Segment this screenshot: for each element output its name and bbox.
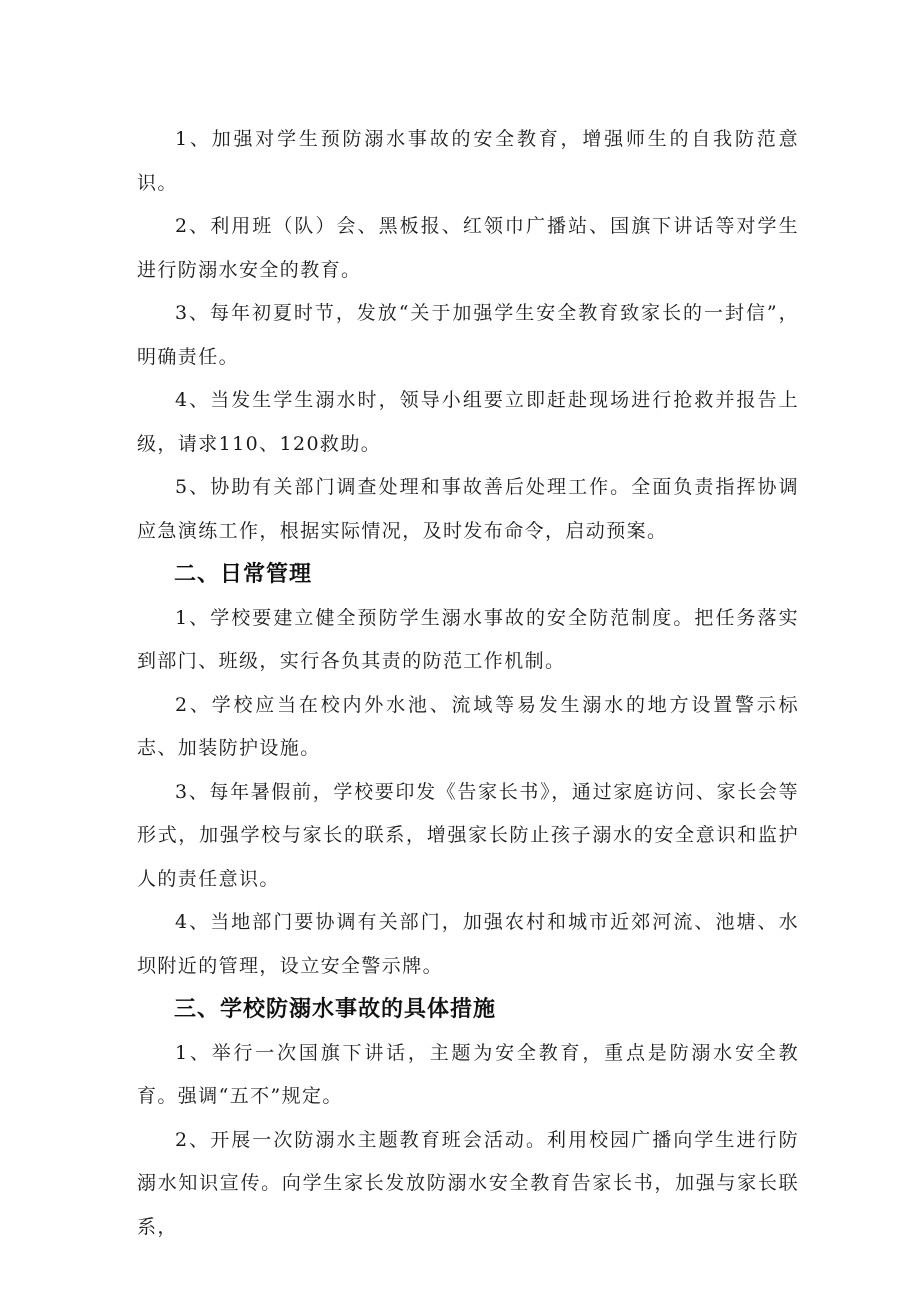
section2-item-2: 2、学校应当在校内外水池、流域等易发生溺水的地方设置警示标志、加装防护设施。: [137, 693, 799, 759]
section1-item-4: 4、当发生学生溺水时，领导小组要立即赶赴现场进行抢救并报告上级，请求110、120救助。: [137, 389, 799, 455]
section2-heading: 二、日常管理: [174, 562, 313, 587]
section1-item-3: 3、每年初夏时节，发放“关于加强学生安全教育致家长的一封信”，明确责任。: [137, 302, 799, 368]
section1-item-5: 5、协助有关部门调查处理和事故善后处理工作。全面负责指挥协调应急演练工作，根据实际情况，及时发布命令，启动预案。: [137, 476, 799, 542]
section1-item-1: 1、加强对学生预防溺水事故的安全教育，增强师生的自我防范意识。: [137, 128, 799, 194]
section3-item-1: 1、举行一次国旗下讲话，主题为安全教育，重点是防溺水安全教育。强调“五不”规定。: [137, 1041, 799, 1107]
section3-heading: 三、学校防溺水事故的具体措施: [174, 997, 497, 1022]
section3-item-2: 2、开展一次防溺水主题教育班会活动。利用校园广播向学生进行防溺水知识宣传。向学生家长发放防溺水安全教育告家长书，加强与家长联系，: [137, 1128, 799, 1238]
section2-item-4: 4、当地部门要协调有关部门，加强农村和城市近郊河流、池塘、水坝附近的管理，设立安全警示牌。: [137, 911, 799, 977]
section2-item-3: 3、每年暑假前，学校要印发《告家长书》，通过家庭访问、家长会等形式，加强学校与家长的联系，增强家长防止孩子溺水的安全意识和监护人的责任意识。: [137, 780, 799, 890]
section2-item-1: 1、学校要建立健全预防学生溺水事故的安全防范制度。把任务落实到部门、班级，实行各负其责的防范工作机制。: [137, 606, 799, 672]
document-body: [137, 118, 799, 1249]
section1-item-2: 2、利用班（队）会、黑板报、红领巾广播站、国旗下讲话等对学生进行防溺水安全的教育。: [137, 215, 799, 281]
